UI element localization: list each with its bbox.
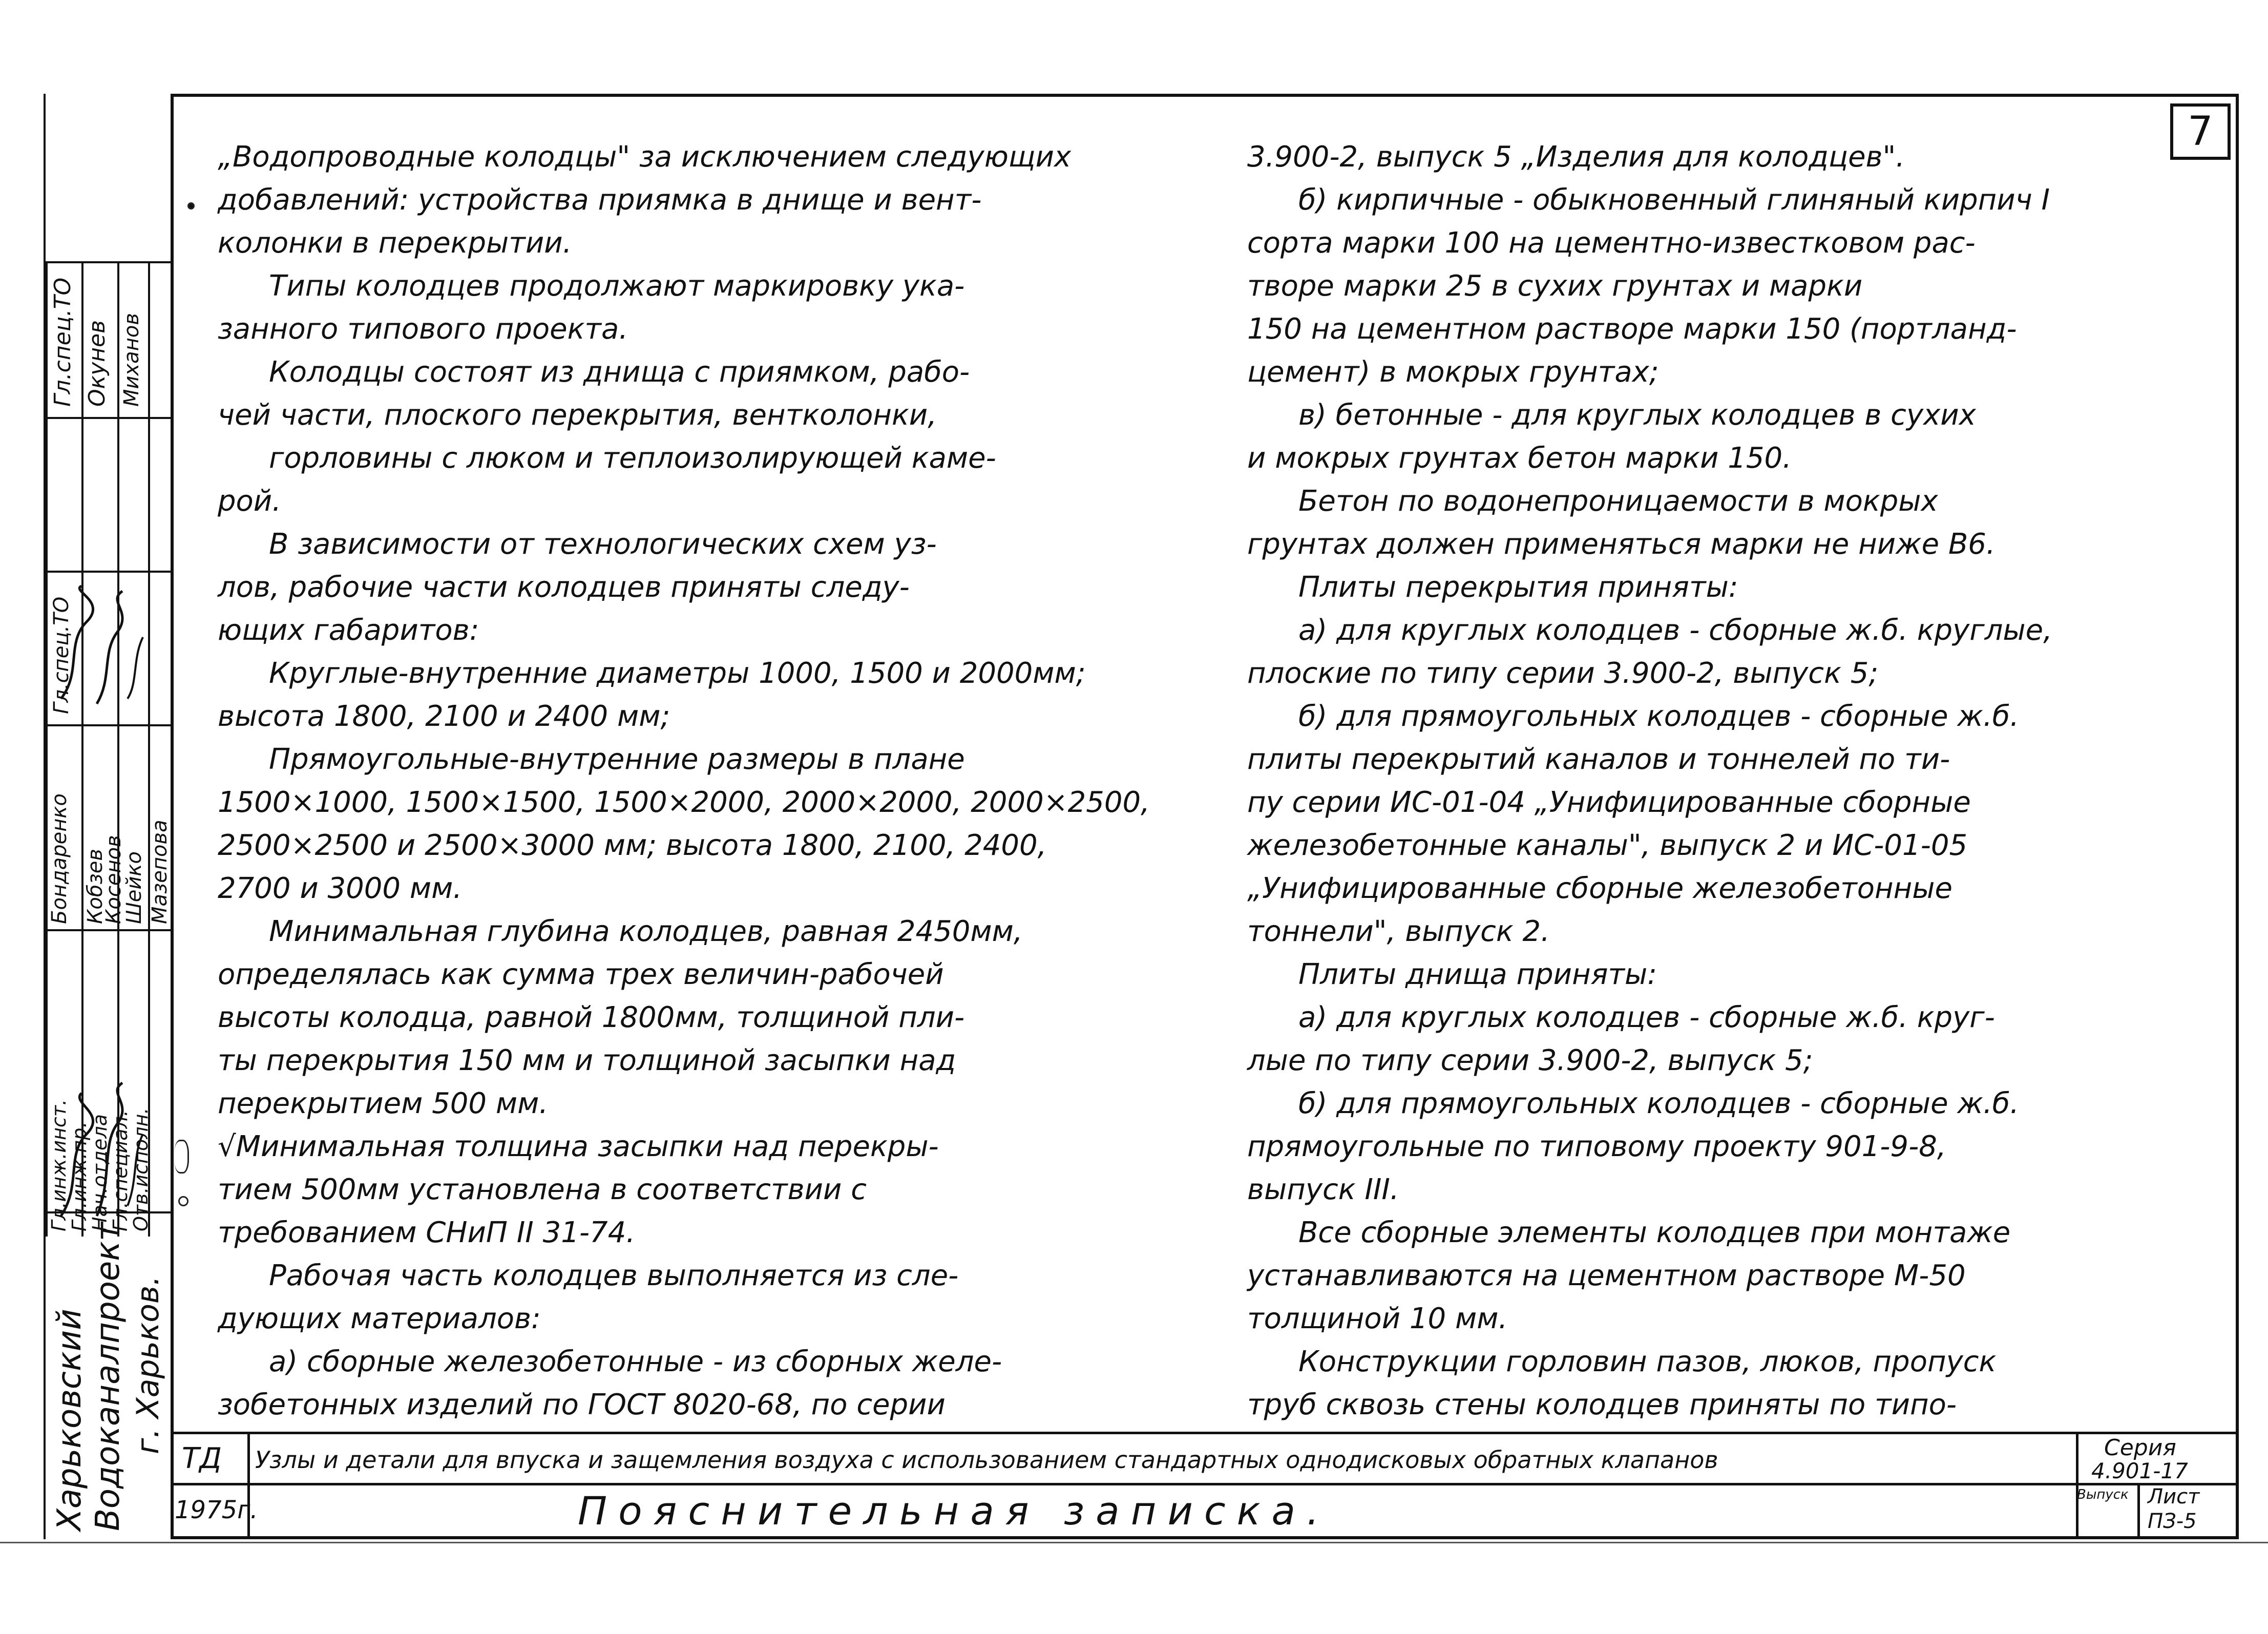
text-line: горловины с люком и теплоизолирующей каме- — [269, 442, 996, 475]
text-line: определялась как сумма трех величин-рабочей — [218, 958, 944, 991]
text-line: плиты перекрытий каналов и тоннелей по ти- — [1247, 743, 1950, 776]
stamp-role: Гл.специал. — [109, 1110, 132, 1231]
document-title: Пояснительная записка. — [578, 1488, 1331, 1534]
text-line: прямоугольные по типовому проекту 901-9-8, — [1247, 1130, 1946, 1163]
text-line: а) сборные железобетонные - из сборных желе- — [269, 1345, 1002, 1378]
text-line: Колодцы состоят из днища с приямком, рабо- — [269, 355, 970, 389]
org-name: Харьковский — [51, 1309, 89, 1531]
text-line: б) кирпичные - обыкновенный глиняный кирпич I — [1298, 183, 2050, 217]
text-line: ющих габаритов: — [218, 614, 479, 647]
text-line: цемент) в мокрых грунтах; — [1247, 355, 1659, 389]
tb-line — [2137, 1483, 2140, 1539]
text-line: плоские по типу серии 3.900-2, выпуск 5; — [1247, 657, 1879, 690]
text-line: труб сквозь стены колодцев приняты по типо- — [1247, 1388, 1957, 1421]
stamp-role: Гл.спец.ТО — [50, 277, 76, 407]
tb-line — [171, 1483, 2239, 1485]
sheet-number: 7 — [2170, 103, 2231, 160]
text-line: высота 1800, 2100 и 2400 мм; — [218, 700, 670, 733]
stamp-role: Отв.исполн. — [130, 1107, 152, 1231]
text-line: Все сборные элементы колодцев при монтаже — [1298, 1216, 2011, 1249]
title-block-year: 1975г. — [175, 1496, 258, 1524]
text-line: грунтах должен применяться марки не ниже В6. — [1247, 528, 1996, 561]
title-block-description: Узлы и детали для впуска и защемления воздуха с использованием стандартных однодисковых обратных клапанов — [255, 1446, 1718, 1474]
text-line: чей части, плоского перекрытия, вентколонки, — [218, 399, 937, 432]
text-line: б) для прямоугольных колодцев - сборные ж.б. — [1298, 700, 2019, 733]
stamp-name: Шейко — [122, 851, 146, 924]
stamp-name: Бондаренко — [48, 793, 71, 924]
text-line: Плиты перекрытия приняты: — [1298, 571, 1738, 604]
sheet-code: ПЗ-5 — [2148, 1510, 2197, 1533]
page-bottom-rule — [0, 1542, 2268, 1543]
text-line: √Минимальная толщина засыпки над перекры- — [218, 1130, 939, 1163]
margin-bracket-mark — [174, 1140, 189, 1174]
text-line: лые по типу серии 3.900-2, выпуск 5; — [1247, 1044, 1813, 1077]
text-line: Плиты днища приняты: — [1298, 958, 1657, 991]
text-line: дующих материалов: — [218, 1302, 541, 1335]
text-line: 3.900-2, выпуск 5 „Изделия для колодцев". — [1247, 140, 1905, 174]
series-value: 4.901-17 — [2091, 1458, 2188, 1483]
tb-line — [171, 1432, 2239, 1434]
stamp-row-line — [46, 417, 171, 419]
stamp-role: Гл.спец.ТО — [50, 596, 73, 714]
stamp-row-line — [46, 724, 171, 726]
text-line: пу серии ИС-01-04 „Унифицированные сборные — [1247, 786, 1971, 819]
text-line: 2500×2500 и 2500×3000 мм; высота 1800, 2100, 2400, — [218, 829, 1047, 862]
margin-circle-mark — [178, 1196, 188, 1206]
series-label: Серия — [2104, 1435, 2176, 1461]
text-line: а) для круглых колодцев - сборные ж.б. круг- — [1298, 1001, 1995, 1034]
issue-label: Выпуск — [2077, 1487, 2129, 1502]
text-line: зобетонных изделий по ГОСТ 8020-68, по серии — [218, 1388, 946, 1421]
text-line: рой. — [218, 485, 282, 518]
text-line: 150 на цементном растворе марки 150 (портланд- — [1247, 312, 2017, 346]
stamp-role: Гл.инж.инст. — [48, 1099, 70, 1231]
stamp-name: Мазепова — [148, 820, 172, 924]
text-line: тием 500мм установлена в соответствии с — [218, 1173, 867, 1206]
text-line: железобетонные каналы", выпуск 2 и ИС-01-05 — [1247, 829, 1968, 862]
stamp-name: Окунев — [84, 320, 110, 407]
text-line: ты перекрытия 150 мм и толщиной засыпки над — [218, 1044, 956, 1077]
text-column-left — [218, 136, 1201, 1427]
text-line: 1500×1000, 1500×1500, 1500×2000, 2000×2000, 2000×2500, — [218, 786, 1150, 819]
text-line: 2700 и 3000 мм. — [218, 872, 463, 905]
stamp-grid — [46, 261, 171, 1237]
text-line: выпуск III. — [1247, 1173, 1399, 1206]
text-line: б) для прямоугольных колодцев - сборные ж.б. — [1298, 1087, 2019, 1120]
text-line: Прямоугольные-внутренние размеры в плане — [269, 743, 965, 776]
text-line: Типы колодцев продолжают маркировку ука- — [269, 269, 965, 303]
text-line: сорта марки 100 на цементно-известковом рас- — [1247, 226, 1976, 260]
text-line: „Унифицированные сборные железобетонные — [1247, 872, 1952, 905]
stamp-role: Гл.инж.пр. — [68, 1121, 91, 1231]
text-line: в) бетонные - для круглых колодцев в сухих — [1298, 399, 1976, 432]
text-line: Минимальная глубина колодцев, равная 2450мм, — [269, 915, 1023, 948]
org-name: Водоканалпроект — [89, 1222, 127, 1531]
text-column-right — [1247, 136, 2205, 1427]
text-line: лов, рабочие части колодцев приняты следу- — [218, 571, 910, 604]
text-line: добавлений: устройства приямка в днище и вент- — [218, 183, 982, 217]
margin-dot-mark — [187, 202, 195, 210]
sheet-label: Лист — [2148, 1485, 2200, 1509]
text-line: Бетон по водонепроницаемости в мокрых — [1298, 485, 1938, 518]
stamp-name: Косенов — [102, 835, 125, 924]
stamp-col-line — [46, 263, 48, 1237]
org-city: г. Харьков. — [130, 1275, 166, 1454]
text-line: творе марки 25 в сухих грунтах и марки — [1247, 269, 1863, 303]
stamp-name: Миханов — [120, 313, 143, 407]
text-line: занного типового проекта. — [218, 312, 628, 346]
text-line: высоты колодца, равной 1800мм, толщиной пли- — [218, 1001, 965, 1034]
text-line: В зависимости от технологических схем уз- — [269, 528, 937, 561]
stamp-name: Кобзев — [83, 849, 107, 924]
text-line: Конструкции горловин пазов, люков, пропуск — [1298, 1345, 1997, 1378]
text-line: устанавливаются на цементном растворе М-50 — [1247, 1259, 1966, 1292]
title-block-code: ТД — [182, 1442, 222, 1475]
title-block — [171, 1432, 2239, 1539]
stamp-row-line — [46, 929, 171, 931]
text-line: тоннели", выпуск 2. — [1247, 915, 1550, 948]
organization-block — [46, 1211, 171, 1541]
text-line: Круглые-внутренние диаметры 1000, 1500 и 2000мм; — [269, 657, 1086, 690]
text-line: Рабочая часть колодцев выполняется из сле- — [269, 1259, 959, 1292]
signature-marks — [51, 581, 148, 714]
text-line: перекрытием 500 мм. — [218, 1087, 549, 1120]
tb-line — [2076, 1432, 2078, 1539]
text-line: требованием СНиП II 31-74. — [218, 1216, 636, 1249]
text-line: толщиной 10 мм. — [1247, 1302, 1508, 1335]
text-line: колонки в перекрытии. — [218, 226, 572, 260]
text-line: а) для круглых колодцев - сборные ж.б. круглые, — [1298, 614, 2052, 647]
stamp-role: Нач.отдела — [89, 1114, 111, 1231]
stamp-row-line — [46, 571, 171, 573]
text-line: и мокрых грунтах бетон марки 150. — [1247, 442, 1792, 475]
text-line: „Водопроводные колодцы" за исключением следующих — [218, 140, 1072, 174]
stamp-col-line — [148, 263, 150, 1237]
